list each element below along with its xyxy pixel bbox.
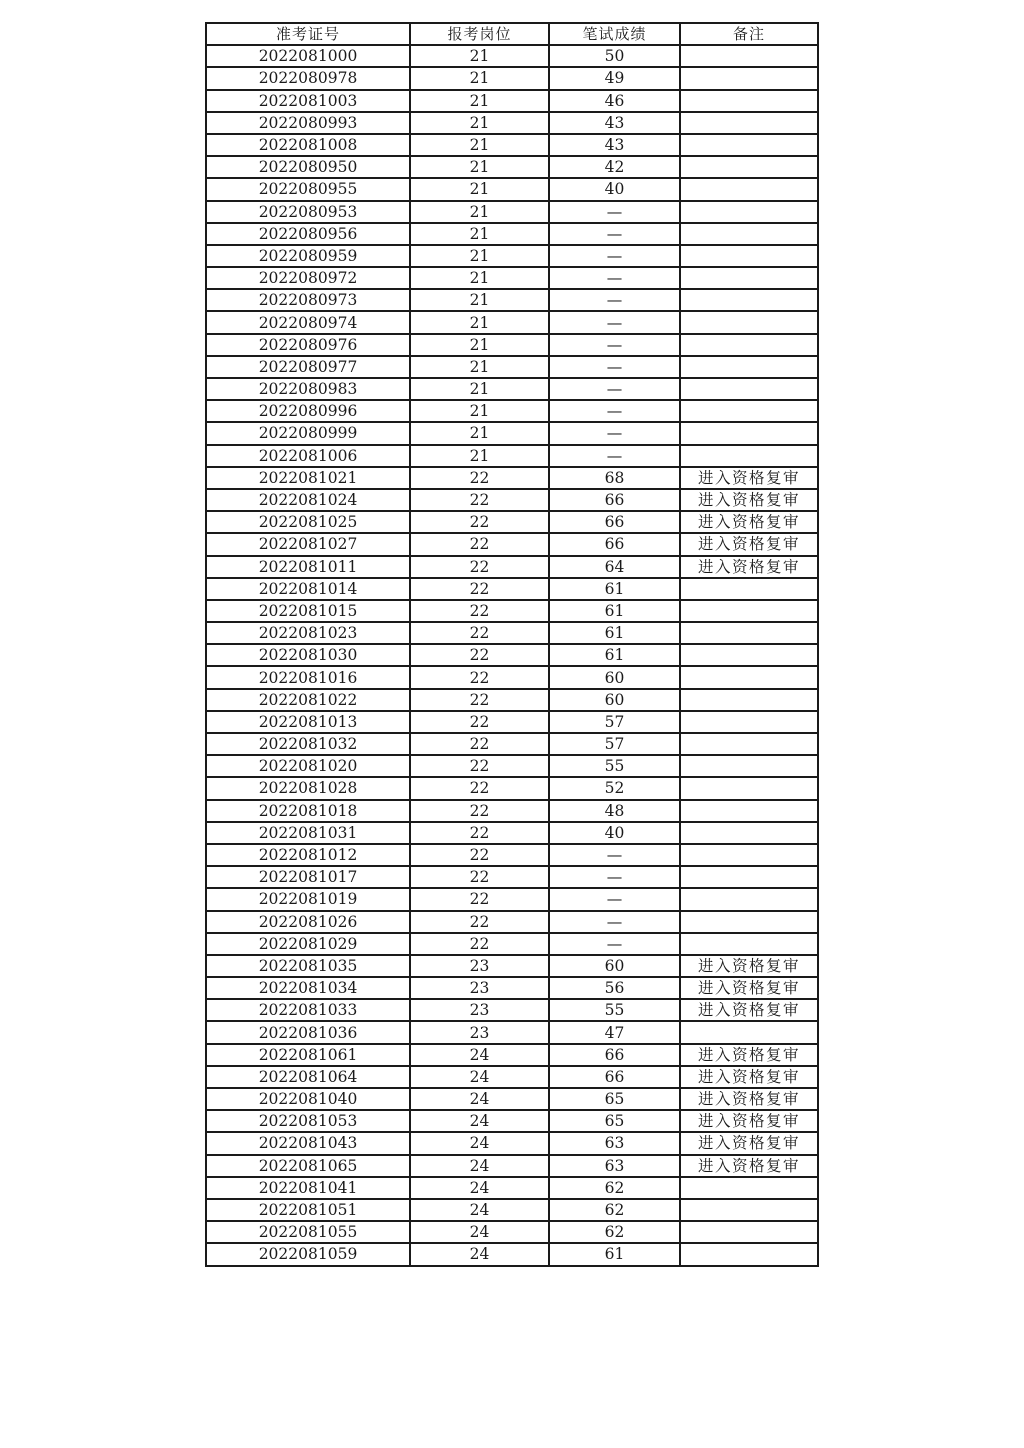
table-row [206,1221,818,1243]
cell-exam-number: 2022081022 [206,689,410,711]
cell-position: 21 [410,112,549,134]
cell-position: 23 [410,999,549,1021]
table-row [206,1155,818,1177]
cell-exam-number: 2022080977 [206,356,410,378]
cell-position: 24 [410,1177,549,1199]
cell-remark [680,245,818,267]
table-row [206,245,818,267]
cell-position: 21 [410,445,549,467]
cell-exam-number: 2022081012 [206,844,410,866]
header-exam-number: 准考证号 [206,23,410,45]
cell-remark [680,866,818,888]
cell-remark [680,755,818,777]
table-row [206,1177,818,1199]
cell-score: — [549,888,680,910]
cell-exam-number: 2022081016 [206,666,410,688]
cell-score: 55 [549,755,680,777]
table-row [206,1066,818,1088]
cell-remark [680,822,818,844]
cell-exam-number: 2022081033 [206,999,410,1021]
cell-remark: 进入资格复审 [680,489,818,511]
cell-exam-number: 2022081035 [206,955,410,977]
cell-remark [680,356,818,378]
cell-score: 40 [549,822,680,844]
table-row [206,955,818,977]
table-row [206,1243,818,1265]
cell-position: 21 [410,311,549,333]
cell-position: 22 [410,644,549,666]
cell-position: 22 [410,733,549,755]
cell-score: — [549,445,680,467]
cell-exam-number: 2022080978 [206,67,410,89]
cell-score: 62 [549,1199,680,1221]
cell-position: 22 [410,556,549,578]
cell-position: 21 [410,223,549,245]
cell-position: 22 [410,933,549,955]
cell-score: 57 [549,733,680,755]
cell-remark: 进入资格复审 [680,1132,818,1154]
cell-exam-number: 2022081000 [206,45,410,67]
cell-remark [680,1177,818,1199]
cell-exam-number: 2022081026 [206,911,410,933]
cell-exam-number: 2022081028 [206,777,410,799]
table-row [206,622,818,644]
cell-exam-number: 2022080976 [206,334,410,356]
cell-position: 22 [410,467,549,489]
cell-score: 57 [549,711,680,733]
cell-score: 61 [549,622,680,644]
cell-exam-number: 2022081023 [206,622,410,644]
cell-exam-number: 2022081064 [206,1066,410,1088]
table-header [206,23,818,45]
cell-position: 24 [410,1088,549,1110]
cell-remark [680,666,818,688]
table-row [206,45,818,67]
table-row [206,999,818,1021]
cell-remark [680,578,818,600]
table-body [206,45,818,1265]
cell-position: 21 [410,356,549,378]
cell-score: 66 [549,1066,680,1088]
table-row [206,511,818,533]
cell-remark [680,711,818,733]
cell-remark [680,45,818,67]
table-row [206,400,818,422]
cell-score: 50 [549,45,680,67]
table-row [206,1044,818,1066]
cell-exam-number: 2022080953 [206,201,410,223]
cell-score: 61 [549,644,680,666]
cell-score: — [549,201,680,223]
cell-score: — [549,267,680,289]
cell-position: 22 [410,511,549,533]
cell-position: 24 [410,1132,549,1154]
cell-exam-number: 2022081015 [206,600,410,622]
table-row [206,267,818,289]
header-remark: 备注 [680,23,818,45]
table-row [206,666,818,688]
cell-remark [680,1221,818,1243]
cell-exam-number: 2022081014 [206,578,410,600]
cell-score: 43 [549,112,680,134]
table-row [206,422,818,444]
cell-score: — [549,378,680,400]
table-row [206,489,818,511]
cell-exam-number: 2022081019 [206,888,410,910]
table-row [206,800,818,822]
table-row [206,90,818,112]
cell-remark [680,311,818,333]
cell-remark: 进入资格复审 [680,533,818,555]
cell-score: 64 [549,556,680,578]
cell-remark: 进入资格复审 [680,1066,818,1088]
table-row [206,356,818,378]
cell-exam-number: 2022080959 [206,245,410,267]
cell-remark [680,178,818,200]
table-row [206,1132,818,1154]
cell-position: 23 [410,977,549,999]
cell-score: 63 [549,1155,680,1177]
cell-score: 46 [549,90,680,112]
cell-position: 22 [410,777,549,799]
cell-score: 61 [549,600,680,622]
cell-score: 65 [549,1110,680,1132]
cell-remark [680,800,818,822]
cell-score: 63 [549,1132,680,1154]
header-position: 报考岗位 [410,23,549,45]
cell-exam-number: 2022081065 [206,1155,410,1177]
table-row [206,911,818,933]
table-row [206,689,818,711]
cell-remark [680,334,818,356]
cell-score: 65 [549,1088,680,1110]
cell-remark [680,134,818,156]
table-row [206,755,818,777]
cell-exam-number: 2022080956 [206,223,410,245]
cell-score: 66 [549,511,680,533]
cell-exam-number: 2022080955 [206,178,410,200]
cell-score: 43 [549,134,680,156]
cell-remark [680,689,818,711]
cell-score: — [549,911,680,933]
cell-score: — [549,223,680,245]
cell-score: 60 [549,666,680,688]
table-row [206,334,818,356]
cell-remark: 进入资格复审 [680,511,818,533]
cell-position: 21 [410,178,549,200]
cell-score: 40 [549,178,680,200]
cell-remark [680,644,818,666]
cell-remark [680,90,818,112]
table-row [206,67,818,89]
cell-score: — [549,422,680,444]
cell-position: 22 [410,888,549,910]
cell-score: 48 [549,800,680,822]
cell-remark [680,911,818,933]
cell-remark [680,156,818,178]
cell-exam-number: 2022081051 [206,1199,410,1221]
cell-remark: 进入资格复审 [680,467,818,489]
cell-score: 56 [549,977,680,999]
cell-position: 21 [410,267,549,289]
table-row [206,223,818,245]
cell-remark [680,733,818,755]
cell-remark: 进入资格复审 [680,556,818,578]
cell-remark [680,267,818,289]
cell-remark [680,422,818,444]
cell-position: 21 [410,156,549,178]
cell-exam-number: 2022081041 [206,1177,410,1199]
table-row [206,600,818,622]
table-row [206,156,818,178]
cell-remark [680,378,818,400]
cell-position: 21 [410,45,549,67]
cell-position: 23 [410,1021,549,1043]
table-row [206,644,818,666]
cell-position: 22 [410,489,549,511]
cell-exam-number: 2022080950 [206,156,410,178]
cell-position: 22 [410,600,549,622]
cell-remark [680,400,818,422]
cell-position: 21 [410,201,549,223]
cell-remark: 进入资格复审 [680,1088,818,1110]
cell-position: 24 [410,1044,549,1066]
cell-position: 22 [410,689,549,711]
cell-position: 22 [410,578,549,600]
cell-position: 21 [410,400,549,422]
cell-position: 23 [410,955,549,977]
table-row [206,445,818,467]
cell-score: 66 [549,489,680,511]
cell-position: 22 [410,533,549,555]
cell-score: 62 [549,1177,680,1199]
table-row [206,1199,818,1221]
cell-exam-number: 2022081017 [206,866,410,888]
cell-remark: 进入资格复审 [680,1044,818,1066]
cell-remark [680,445,818,467]
table-row [206,777,818,799]
cell-exam-number: 2022080983 [206,378,410,400]
cell-position: 21 [410,334,549,356]
cell-exam-number: 2022081003 [206,90,410,112]
table-row [206,311,818,333]
cell-score: — [549,289,680,311]
cell-position: 21 [410,67,549,89]
table-row [206,178,818,200]
cell-score: 68 [549,467,680,489]
cell-remark [680,1243,818,1265]
cell-exam-number: 2022081040 [206,1088,410,1110]
cell-score: 62 [549,1221,680,1243]
cell-remark [680,888,818,910]
cell-score: 60 [549,955,680,977]
cell-position: 24 [410,1110,549,1132]
cell-remark [680,112,818,134]
cell-position: 22 [410,844,549,866]
cell-score: 42 [549,156,680,178]
cell-position: 21 [410,134,549,156]
cell-score: — [549,245,680,267]
cell-remark [680,777,818,799]
cell-remark: 进入资格复审 [680,977,818,999]
cell-exam-number: 2022080973 [206,289,410,311]
cell-position: 21 [410,90,549,112]
cell-remark [680,201,818,223]
cell-exam-number: 2022081043 [206,1132,410,1154]
cell-remark [680,600,818,622]
cell-score: 49 [549,67,680,89]
table-row [206,1088,818,1110]
cell-score: 47 [549,1021,680,1043]
cell-position: 24 [410,1066,549,1088]
cell-exam-number: 2022081036 [206,1021,410,1043]
table-row [206,578,818,600]
cell-position: 22 [410,711,549,733]
cell-exam-number: 2022080972 [206,267,410,289]
cell-exam-number: 2022081053 [206,1110,410,1132]
cell-exam-number: 2022080999 [206,422,410,444]
cell-score: — [549,844,680,866]
table-row [206,378,818,400]
cell-exam-number: 2022081006 [206,445,410,467]
cell-exam-number: 2022081018 [206,800,410,822]
cell-position: 21 [410,245,549,267]
cell-remark: 进入资格复审 [680,955,818,977]
cell-position: 22 [410,800,549,822]
cell-position: 24 [410,1199,549,1221]
cell-score: 61 [549,1243,680,1265]
cell-position: 22 [410,622,549,644]
cell-remark: 进入资格复审 [680,1110,818,1132]
cell-score: 60 [549,689,680,711]
cell-position: 22 [410,911,549,933]
cell-score: 66 [549,533,680,555]
table-row [206,711,818,733]
cell-score: — [549,311,680,333]
cell-exam-number: 2022080993 [206,112,410,134]
header-score: 笔试成绩 [549,23,680,45]
cell-exam-number: 2022081030 [206,644,410,666]
cell-exam-number: 2022081031 [206,822,410,844]
table-row [206,822,818,844]
table-row [206,289,818,311]
cell-position: 24 [410,1221,549,1243]
cell-score: — [549,400,680,422]
cell-remark [680,622,818,644]
cell-score: 52 [549,777,680,799]
cell-remark: 进入资格复审 [680,1155,818,1177]
cell-exam-number: 2022081059 [206,1243,410,1265]
cell-exam-number: 2022081034 [206,977,410,999]
cell-position: 22 [410,822,549,844]
cell-exam-number: 2022081013 [206,711,410,733]
cell-exam-number: 2022081029 [206,933,410,955]
cell-remark: 进入资格复审 [680,999,818,1021]
cell-exam-number: 2022081055 [206,1221,410,1243]
cell-score: — [549,866,680,888]
cell-remark [680,223,818,245]
cell-position: 24 [410,1243,549,1265]
cell-score: 61 [549,578,680,600]
table-row [206,933,818,955]
cell-remark [680,933,818,955]
cell-score: 66 [549,1044,680,1066]
table-row [206,733,818,755]
cell-score: — [549,933,680,955]
cell-remark [680,1021,818,1043]
cell-remark [680,844,818,866]
table-row [206,888,818,910]
table-row [206,977,818,999]
table-row [206,1110,818,1132]
table-row [206,1021,818,1043]
cell-exam-number: 2022080996 [206,400,410,422]
cell-exam-number: 2022081061 [206,1044,410,1066]
cell-position: 21 [410,378,549,400]
cell-position: 22 [410,666,549,688]
cell-exam-number: 2022081021 [206,467,410,489]
table-row [206,201,818,223]
cell-score: — [549,356,680,378]
cell-exam-number: 2022081032 [206,733,410,755]
cell-exam-number: 2022081025 [206,511,410,533]
table-row [206,556,818,578]
table-row [206,134,818,156]
cell-exam-number: 2022081008 [206,134,410,156]
cell-remark [680,289,818,311]
cell-position: 21 [410,422,549,444]
cell-exam-number: 2022081011 [206,556,410,578]
cell-remark [680,1199,818,1221]
header-row [206,23,818,45]
cell-exam-number: 2022081024 [206,489,410,511]
cell-position: 21 [410,289,549,311]
table-row [206,112,818,134]
results-table [205,22,819,1267]
cell-position: 24 [410,1155,549,1177]
cell-exam-number: 2022080974 [206,311,410,333]
cell-exam-number: 2022081027 [206,533,410,555]
table-row [206,533,818,555]
table-row [206,467,818,489]
table-row [206,866,818,888]
table-row [206,844,818,866]
cell-remark [680,67,818,89]
cell-score: — [549,334,680,356]
cell-position: 22 [410,866,549,888]
cell-position: 22 [410,755,549,777]
cell-exam-number: 2022081020 [206,755,410,777]
cell-score: 55 [549,999,680,1021]
